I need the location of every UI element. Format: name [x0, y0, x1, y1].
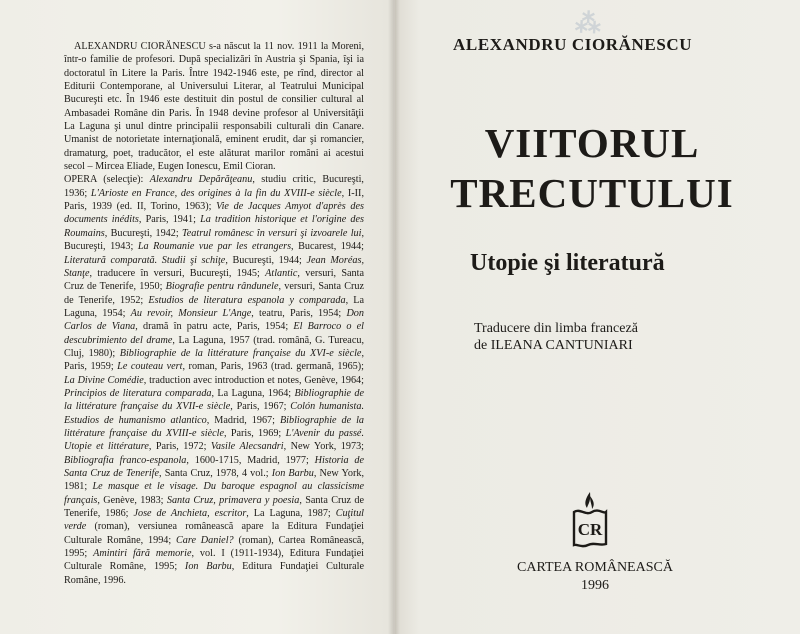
bio-work-title: Ion Barbu: [184, 561, 232, 573]
bio-text: , dramă în patru acte, Paris, 1954;: [135, 321, 294, 333]
bio-text: , Paris, 1941;: [138, 214, 201, 226]
bio-text: , Paris, 1972;: [148, 441, 211, 453]
bio-text: ALEXANDRU CIORĂNESCU s-a născut la 11 nov. 1911 la Moreni, într-o familie de profesori. După specializări în Austria şi Spania, îşi ia doctoratul în Litere la Paris. Între 1942-1946 este, pe rînd, director al Editurii Contemporane, al Universului Literar, al Teatrului Municipal Bucureşti etc. În 1946 este destituit din postul de consilier cultural al Ambasadei Române din Paris. În 1948 devine profesor al Universităţii La Laguna şi unul dintre principalii responsabili culturali din Canare. Umanist de notorietate internaţională, eminent erudit, dar şi romancier, dramaturg, poet, traducător, el este alăturat marilor români ai acestui secol – Mircea Eliade, Eugen Ionescu, Emil Cioran.: [64, 41, 364, 173]
bio-work-title: Le masque et le visage. Du baroque espagnol au classicisme français: [64, 481, 364, 506]
bio-work-title: Amintiri fără memorie: [93, 548, 192, 560]
bleed-through-mark: ⁂: [574, 7, 602, 39]
bio-work-title: Colón humanista. Estudios de humanismo atlantico: [64, 401, 364, 426]
bio-work-title: Bibliographie de la littérature française du XVIII-e siècle: [64, 414, 365, 439]
bio-work-title: La Divine Comédie: [64, 374, 144, 386]
bio-text: , La Laguna, 1954;: [64, 294, 364, 319]
bio-work-title: Atlantic: [265, 267, 298, 279]
bio-work-title: Santa Cruz, primavera y poesia: [166, 494, 300, 506]
bio-text: , Bucureşti, 1942;: [104, 227, 183, 239]
bio-text: , traduction avec introduction et notes, Genève, 1964;: [143, 374, 364, 386]
bio-work-title: El Barroco o el descubrimiento del drame: [64, 321, 364, 346]
left-page: [0, 0, 395, 634]
bio-work-title: Cuţitul verde: [64, 508, 365, 533]
bio-text: , Paris, 1967;: [230, 401, 291, 413]
publisher-logo-text: CR: [577, 520, 603, 539]
bio-text: , La Laguna, 1987;: [246, 508, 336, 520]
book-title-line-1: VIITORUL: [484, 120, 700, 166]
bio-text: , Editura Fundaţiei Culturale Române, 1996.: [64, 561, 364, 586]
bio-work-title: Care Daniel?: [176, 534, 234, 546]
bio-text: , New York, 1973;: [283, 441, 364, 453]
bio-text: (roman), Cartea Românească, 1995;: [64, 534, 364, 560]
bio-text: , studiu critic, Bucureşti, 1936;: [64, 174, 364, 199]
bio-work-title: Don Carlos de Viana: [64, 307, 364, 333]
bio-text: , versuri, Santa Cruz de Tenerife, 1952;: [64, 281, 365, 306]
author-name: ALEXANDRU CIORĂNESCU: [453, 35, 693, 54]
bio-work-title: Historia de Santa Cruz de Tenerife: [64, 454, 364, 479]
bio-text: , Bucureşti, 1944;: [225, 254, 307, 266]
bio-work-title: L'Arioste en France, des origines à la fin du XVIII-e siècle: [90, 187, 342, 199]
book-title-line-2: TRECUTULUI: [450, 170, 734, 216]
bio-text: , versuri, Santa Cruz de Tenerife, 1950;: [64, 267, 364, 293]
bio-work-title: Bibliografia franco-espanola: [64, 454, 187, 466]
bio-work-title: Alexandru Depărăţeanu: [149, 174, 253, 186]
bio-text: , New York, 1981;: [64, 468, 364, 493]
book-subtitle: Utopie şi literatură: [470, 250, 665, 276]
bio-work-title: Bibliographie de la littérature française du XVI-e siècle: [119, 347, 362, 359]
publisher-block: [505, 559, 685, 595]
translator-name: de ILEANA CANTUNIARI: [474, 338, 633, 353]
bio-work-title: Au revoir, Monsieur L'Ange: [130, 307, 252, 319]
publisher-logo-icon: [568, 490, 612, 548]
bio-work-title: Biografie pentru rândunele: [165, 281, 279, 293]
bio-work-title: La Roumanie vue par les etrangers: [137, 241, 292, 253]
bio-work-title: Estudios de literatura espanola y comparada: [148, 294, 346, 306]
bio-text: , Paris, 1959;: [64, 347, 364, 373]
bio-text: , La Laguna, 1964;: [211, 387, 295, 399]
bio-work-title: Ion Barbu: [271, 468, 314, 479]
bio-text: , teatru, Paris, 1954;: [251, 307, 347, 319]
translation-credit: [474, 320, 638, 354]
bio-text: , Santa Cruz, 1978, 4 vol.;: [159, 468, 272, 479]
bio-work-title: Principios de literatura comparada: [64, 387, 212, 399]
bio-work-title: Vasile Alecsandri: [210, 441, 284, 453]
bio-text: , Madrid, 1967;: [206, 414, 280, 426]
book-gutter: [388, 0, 400, 634]
bio-work-title: Jean Moréas, Stanţe: [64, 254, 364, 279]
publisher-name: CARTEA ROMÂNEASCĂ: [517, 560, 673, 575]
translation-line-1: Traducere din limba franceză: [474, 321, 638, 336]
bio-work-title: Bibliographie de la littérature française du XVII-e siècle: [64, 387, 364, 413]
bio-work-title: Literatură comparată. Studii şi schiţe: [64, 254, 226, 266]
publication-year: 1996: [581, 578, 609, 593]
bio-text: , traducere în versuri, Bucureşti, 1945;: [89, 267, 266, 279]
bio-text: , I-II, Paris, 1939 (ed. II, Torino, 1963);: [64, 187, 364, 213]
bio-text: , Paris, 1969;: [223, 427, 286, 439]
bio-text: OPERA (selecţie):: [64, 174, 150, 186]
bio-work-title: L'Avenir du passé. Utopie et littérature: [64, 427, 364, 453]
bio-work-title: Jose de Anchieta, escritor: [133, 508, 247, 520]
bio-text: , Bucarest, 1944;: [291, 241, 364, 253]
bio-text: , Bucureşti, 1943;: [64, 227, 364, 253]
bio-text: (roman), versiunea românească apare la Editura Fundaţiei Culturale Române, 1994;: [64, 521, 364, 546]
bio-work-title: Le couteau vert: [117, 361, 183, 373]
bio-text: , La Laguna, 1957 (trad. română, G. Tureacu, Cluj, 1980);: [64, 334, 364, 359]
bio-work-title: Vie de Jacques Amyot d'après des documents inédits: [64, 201, 364, 226]
bio-text: , vol. I (1911-1934), Editura Fundaţiei Culturale Române, 1995;: [64, 548, 364, 573]
book-title: [412, 118, 772, 218]
bio-text: , Santa Cruz de Tenerife, 1986;: [64, 494, 364, 520]
bio-text: , roman, Paris, 1963 (trad. germană, 1965);: [182, 361, 364, 373]
bio-work-title: La tradition historique et l'origine des Roumains: [64, 214, 364, 239]
bio-text: , 1600-1715, Madrid, 1977;: [186, 454, 315, 466]
author-biography: [64, 40, 364, 587]
bio-work-title: Teatrul românesc în versuri şi izvoarele lui: [182, 227, 362, 239]
bio-text: , Genève, 1983;: [97, 494, 167, 506]
